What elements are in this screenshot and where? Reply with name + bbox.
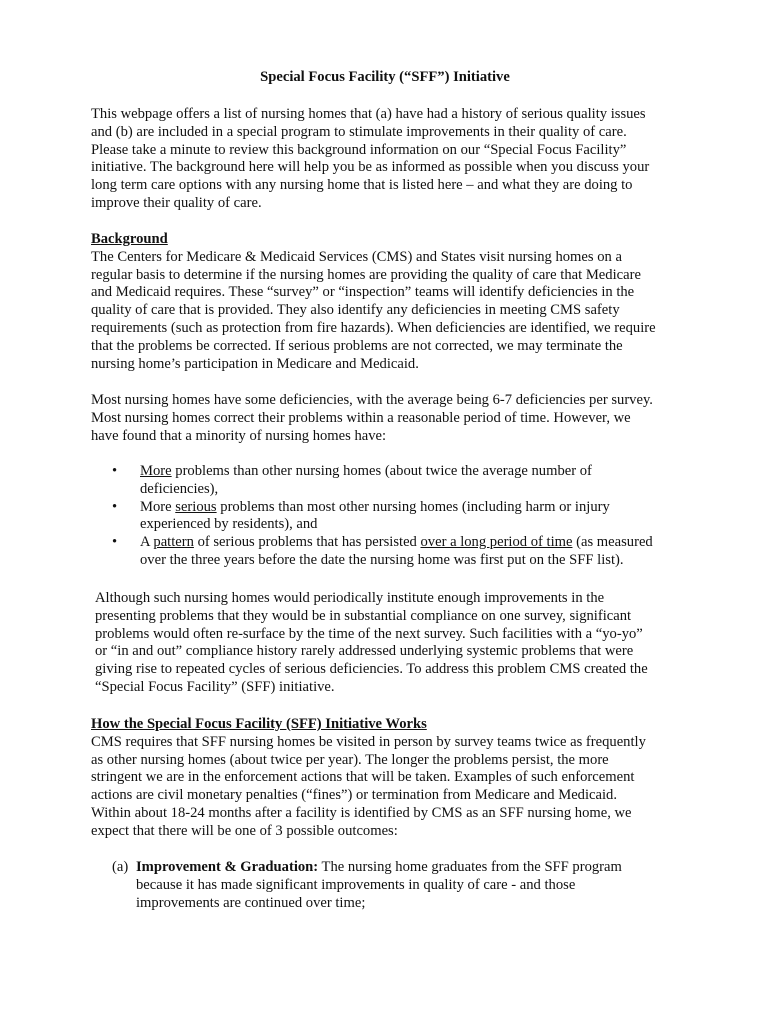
outcome-item (112, 859, 692, 912)
outcome-list (112, 859, 692, 912)
how-line: stringent we are in the enforcement actions that will be taken. Examples of such enforcement (91, 769, 635, 786)
although-paragraph (95, 590, 695, 697)
bullet-text: More (140, 498, 176, 515)
how-heading: How the Special Focus Facility (SFF) Initiative Works (91, 716, 427, 732)
how-line: CMS requires that SFF nursing homes be visited in person by survey teams twice as frequently (91, 733, 646, 750)
although-line: giving rise to repeated cycles of serious deficiencies. To address this problem CMS created the (95, 661, 648, 678)
background-line: and Medicaid requires. These “survey” or “inspection” teams will identify deficiencies in the (91, 284, 635, 301)
how-line: expect that there will be one of 3 possible outcomes: (91, 822, 398, 839)
outcome-text: because it has made significant improvements in quality of care - and those (136, 876, 576, 893)
although-line: Although such nursing homes would periodically institute enough improvements in the (95, 590, 605, 606)
background-line: nursing home’s participation in Medicare and Medicaid. (91, 355, 419, 372)
background-line: quality of care that is provided. They also identify any deficiencies in meeting CMS safety (91, 302, 620, 319)
background-line: The Centers for Medicare & Medicaid Services (CMS) and States visit nursing homes on a (91, 248, 622, 265)
intro-line: and (b) are included in a special program to stimulate improvements in their quality of care. (91, 123, 627, 140)
bullet-item (112, 499, 692, 535)
how-line: actions are civil monetary penalties (“fines”) or termination from Medicare and Medicaid. (91, 787, 617, 804)
outcome-text: improvements are continued over time; (136, 894, 366, 911)
intro-line: improve their quality of care. (91, 194, 262, 211)
background-line: regular basis to determine if the nursing homes are providing the quality of care that Medicare (91, 266, 641, 283)
although-line: presenting problems that they would be in substantial compliance on one survey, significant (95, 607, 632, 624)
intro-line: long term care options with any nursing home that is listed here – and what they are doing to (91, 177, 633, 194)
bullet-text: experienced by residents), and (140, 516, 318, 533)
bullet-text: (as measured (572, 534, 653, 551)
bullet-text: A (140, 534, 154, 551)
outcome-text: The nursing home graduates from the SFF program (318, 859, 622, 875)
bullet-dot: • (112, 534, 118, 551)
bullet-item (112, 463, 692, 499)
intro-paragraph (91, 106, 691, 213)
bullet-text: of serious problems that has persisted (193, 534, 421, 551)
bullet-text: problems than most other nursing homes (including harm or injury (216, 498, 610, 515)
background-heading: Background (91, 231, 168, 247)
intro-line: initiative. The background here will help you be as informed as possible when you discuss your (91, 159, 650, 176)
although-line: problems would often re-surface by the time of the next survey. Such facilities with a “yo-yo” (95, 625, 643, 642)
bullet-item (112, 534, 692, 570)
intro-line: Please take a minute to review this background information on our “Special Focus Facility” (91, 141, 627, 158)
bullet-emphasis: serious (175, 498, 217, 515)
bullet-dot: • (112, 463, 118, 479)
most-line: have found that a minority of nursing homes have: (91, 427, 387, 444)
outcome-title: Improvement & Graduation: (136, 859, 319, 875)
background-section (91, 231, 691, 373)
bullet-list (112, 463, 692, 570)
intro-line: This webpage offers a list of nursing homes that (a) have had a history of serious quality issues (91, 106, 646, 122)
bullet-dot: • (112, 498, 118, 515)
bullet-text: problems than other nursing homes (about twice the average number of (171, 463, 592, 479)
bullet-text: deficiencies), (140, 480, 219, 497)
how-line: Within about 18-24 months after a facility is identified by CMS as an SFF nursing home, we (91, 804, 632, 821)
bullet-emphasis: over a long period of time (420, 534, 573, 551)
how-section (91, 716, 691, 841)
most-line: Most nursing homes correct their problems within a reasonable period of time. However, we (91, 409, 631, 426)
bullet-emphasis: More (140, 463, 172, 479)
most-paragraph (91, 392, 691, 445)
although-line: or “in and out” compliance history rarely addressed underlying systemic problems that were (95, 643, 634, 660)
document-title: Special Focus Facility (“SFF”) Initiative (260, 69, 510, 85)
bullet-emphasis: pattern (153, 534, 194, 551)
most-line: Most nursing homes have some deficiencies, with the average being 6-7 deficiencies per survey. (91, 392, 653, 408)
outcome-marker: (a) (112, 859, 129, 875)
background-line: that the problems be corrected. If serious problems are not corrected, we may terminate the (91, 337, 623, 354)
although-line: “Special Focus Facility” (SFF) initiative. (95, 678, 335, 695)
how-line: as other nursing homes (about twice per year). The longer the problems persist, the more (91, 751, 609, 768)
bullet-text: over the three years before the date the nursing home was first put on the SFF list). (140, 551, 624, 568)
background-line: requirements (such as protection from fire hazards). When deficiencies are identified, we require (91, 319, 656, 336)
